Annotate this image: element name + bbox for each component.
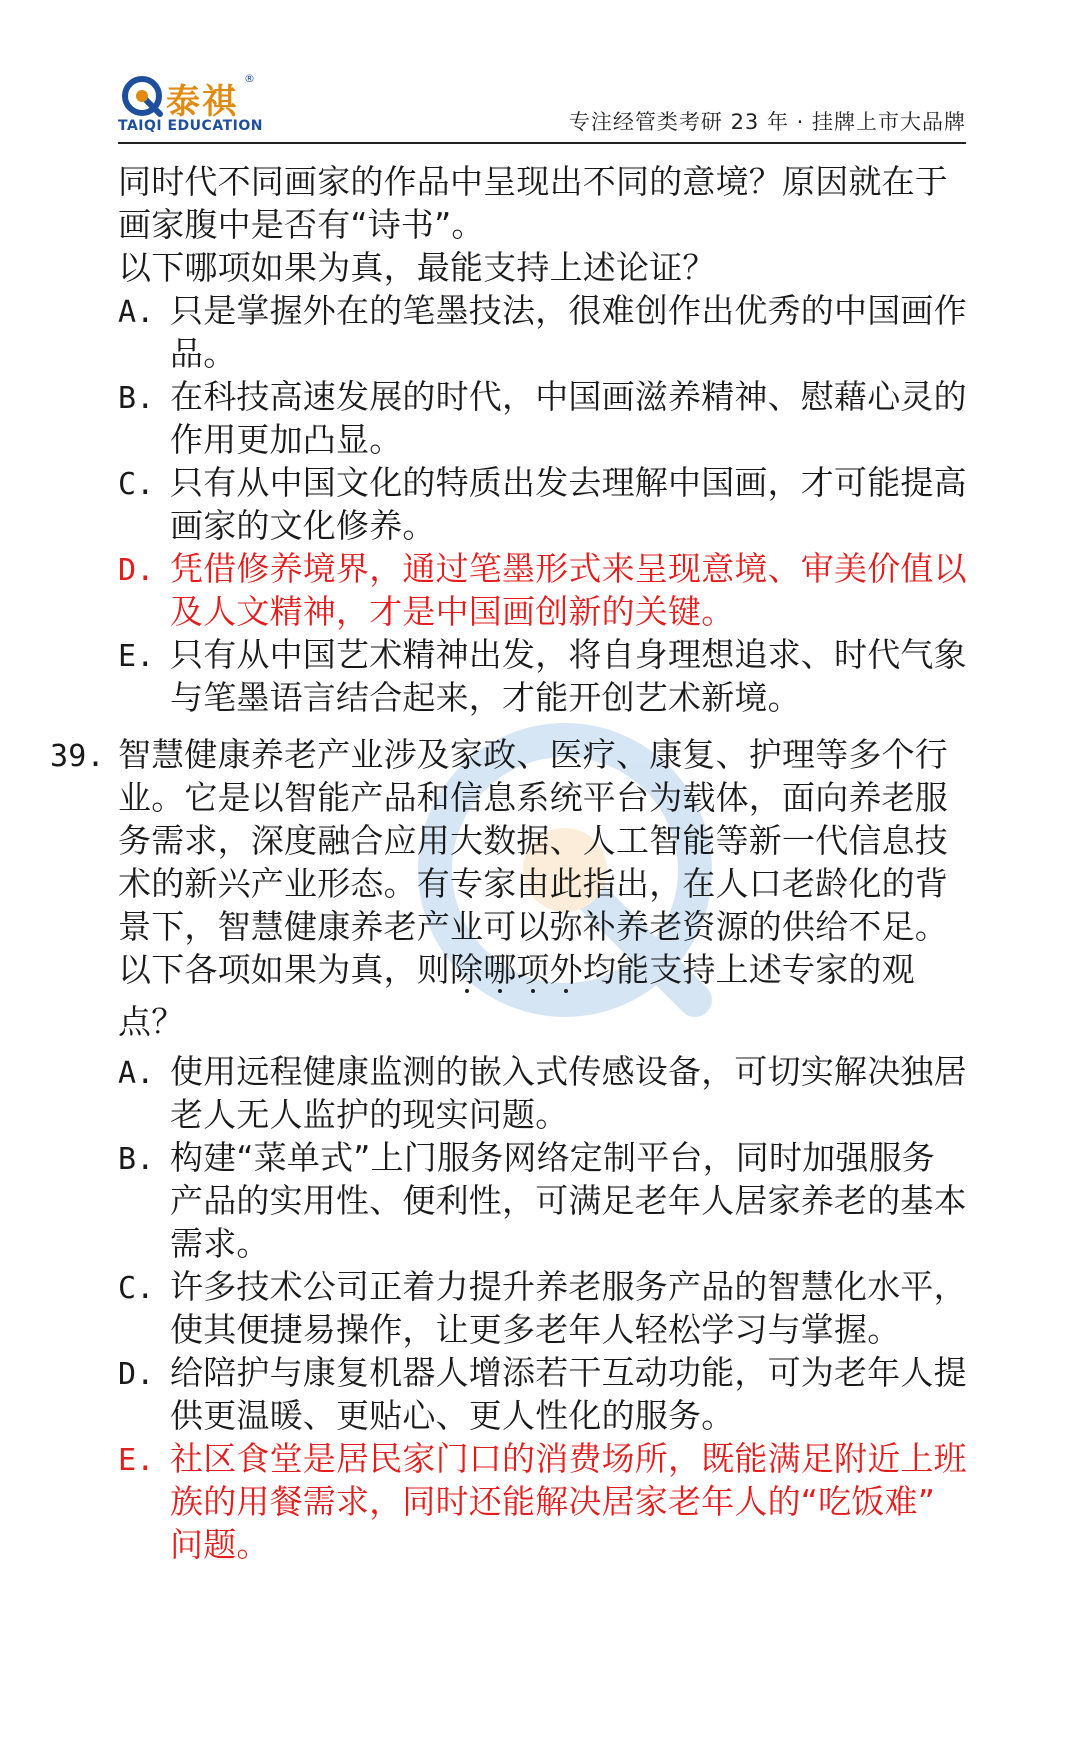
q38-stem-line: 画家腹中是否有“诗书”。 [118,205,485,244]
q39-option-d [118,1351,967,1397]
option-label: B. [118,1142,155,1177]
q39-option-b-cont: 需求。 [170,1224,270,1263]
emphasis-char: 外 [549,950,583,989]
q38-option-b-cont: 作用更加凸显。 [170,420,403,459]
option-text: 凭借修养境界，通过笔墨形式来呈现意境、审美价值以 [170,549,967,588]
q38-option-d-correct [118,547,967,593]
q38-option-e-cont: 与笔墨语言结合起来，才能开创艺术新境。 [170,678,801,717]
q39-option-d-cont: 供更温暖、更贴心、更人性化的服务。 [170,1396,735,1435]
q38-option-e [118,633,967,679]
q38-stem-line: 同时代不同画家的作品中呈现出不同的意境？原因就在于 [118,162,948,201]
q39-question-cont: 点？ [118,1002,185,1041]
q39-option-b-cont: 产品的实用性、便利性，可满足老年人居家养老的基本 [170,1181,967,1220]
option-text: 只是掌握外在的笔墨技法，很难创作出优秀的中国画作 [170,291,967,330]
emphasis-char: 项 [516,950,550,989]
q38-option-c-cont: 画家的文化修养。 [170,506,436,545]
question-part: 均能支持上述专家的观 [582,950,915,989]
q39-option-a-cont: 老人无人监护的现实问题。 [170,1095,569,1134]
q39-option-e-correct [118,1437,967,1483]
emphasis-char: 哪 [483,950,517,989]
q39-stem-line: 智慧健康养老产业涉及家政、医疗、康复、护理等多个行 [118,735,948,774]
emphasis-char: 除 [450,950,484,989]
option-text: 社区食堂是居民家门口的消费场所，既能满足附近上班 [170,1439,967,1478]
q38-question: 以下哪项如果为真，最能支持上述论证？ [118,248,716,287]
q39-option-b [118,1136,935,1182]
q38-option-a [118,289,967,335]
option-text: 构建“菜单式”上门服务网络定制平台，同时加强服务 [170,1138,935,1177]
option-label: C. [118,467,155,502]
q38-option-d-cont: 及人文精神，才是中国画创新的关键。 [170,592,735,631]
header-slogan: 专注经管类考研 23 年 · 挂牌上市大品牌 [568,110,966,134]
option-label: D. [118,553,155,588]
registered-mark: ® [244,72,255,85]
q39-option-e-cont: 族的用餐需求，同时还能解决居家老年人的“吃饭难” [170,1482,935,1521]
option-text: 只有从中国艺术精神出发，将自身理想追求、时代气象 [170,635,967,674]
option-label: A. [118,295,155,330]
q39-option-e-cont: 问题。 [170,1525,270,1564]
question-number: 39. [50,739,105,774]
q38-option-b [118,375,967,421]
option-text: 在科技高速发展的时代，中国画滋养精神、慰藉心灵的 [170,377,967,416]
option-label: D. [118,1357,155,1392]
option-label: B. [118,381,155,416]
q38-option-a-cont: 品。 [170,334,237,373]
option-label: C. [118,1271,155,1306]
question-part: 以下各项如果为真，则 [118,950,450,989]
emphasized-except [450,950,583,989]
option-text: 给陪护与康复机器人增添若干互动功能，可为老年人提 [170,1353,967,1392]
option-label: E. [118,1443,155,1478]
q39-stem-line: 术的新兴产业形态。有专家由此指出，在人口老龄化的背 [118,864,948,903]
q39-question [118,948,915,992]
q39-option-a [118,1050,967,1096]
q38-option-c [118,461,967,507]
logo-chinese-name: 泰祺 [166,82,238,122]
q39-option-c-cont: 使其便捷易操作，让更多老年人轻松学习与掌握。 [170,1310,901,1349]
q39-stem-line: 景下，智慧健康养老产业可以弥补养老资源的供给不足。 [118,907,948,946]
q39-stem-line: 务需求，深度融合应用大数据、人工智能等新一代信息技 [118,821,948,860]
logo-english-name: TAIQI EDUCATION [118,118,263,134]
option-text: 许多技术公司正着力提升养老服务产品的智慧化水平， [170,1267,967,1306]
option-label: E. [118,639,155,674]
option-label: A. [118,1056,155,1091]
option-text: 只有从中国文化的特质出发去理解中国画，才可能提高 [170,463,967,502]
q39-stem-first [50,733,948,779]
q39-stem-line: 业。它是以智能产品和信息系统平台为载体，面向养老服 [118,778,948,817]
q39-option-c [118,1265,967,1311]
option-text: 使用远程健康监测的嵌入式传感设备，可切实解决独居 [170,1052,967,1091]
